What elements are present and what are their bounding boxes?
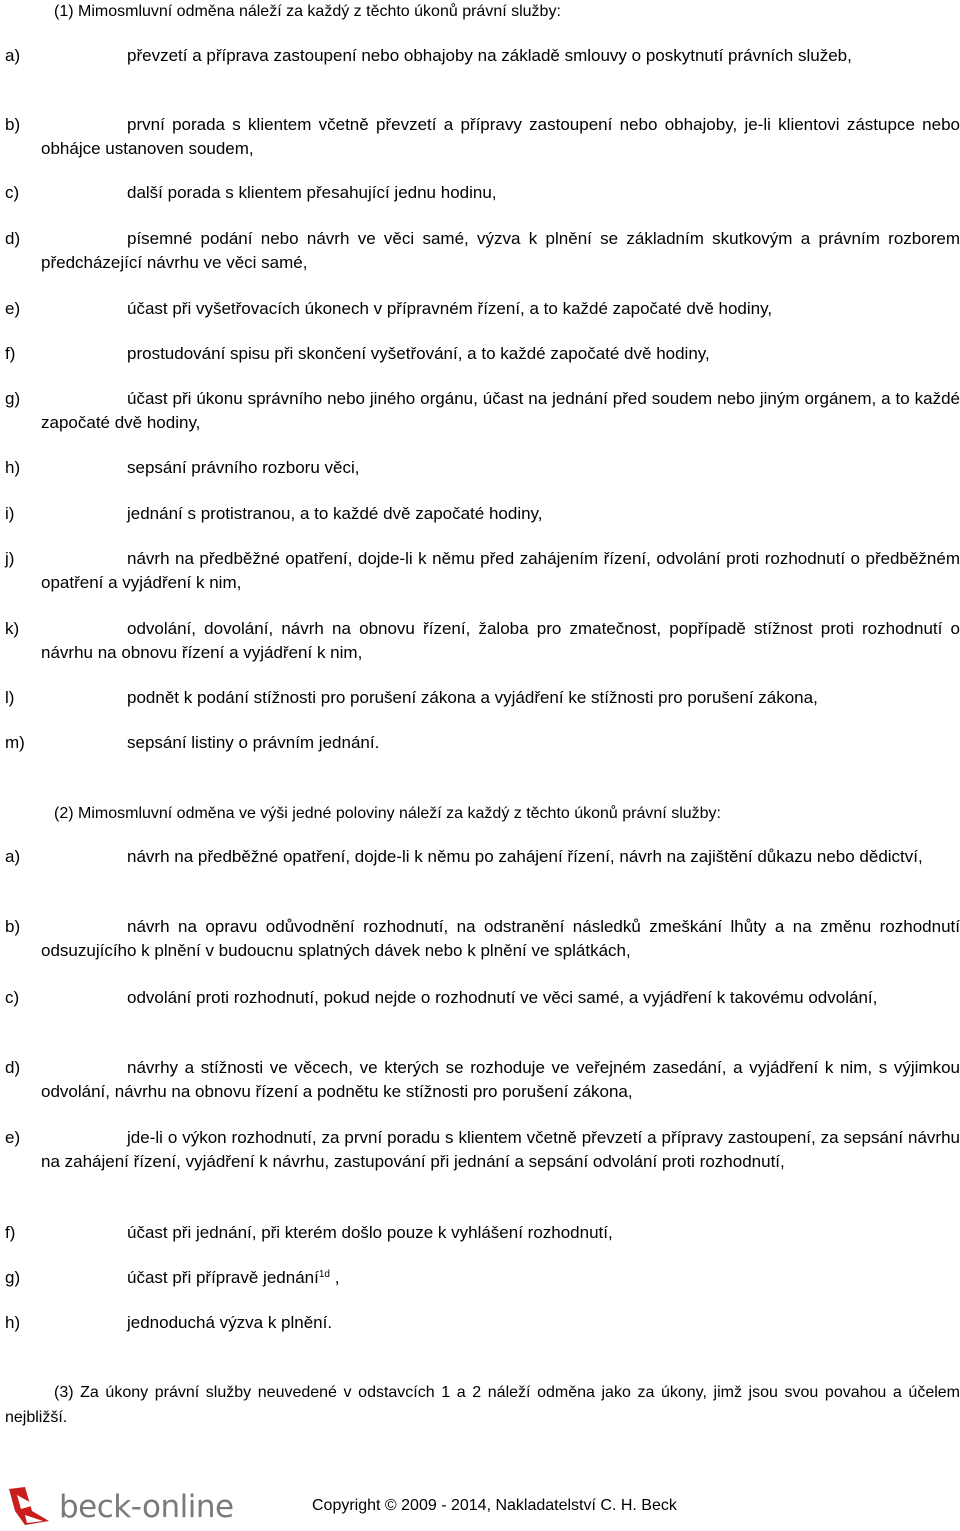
item-label: b)	[5, 917, 21, 936]
item-label: g)	[5, 1268, 21, 1287]
item-text: jednání s protistranou, a to každé dvě započaté hodiny,	[127, 504, 543, 523]
list-item	[5, 342, 960, 366]
logo-text: beck-online	[59, 1489, 234, 1525]
list-item	[5, 986, 960, 1010]
item-text-suffix: ,	[329, 1268, 340, 1287]
item-label: a)	[5, 847, 21, 866]
list-item	[5, 181, 960, 205]
item-label: d)	[5, 1058, 21, 1077]
item-text: návrh na opravu odůvodnění rozhodnutí, na odstranění následků zmeškání lhůty a na změnu rozhodnutí odsuzujícího k plnění v budoucnu splatných dávek nebo k plnění ve splátkách,	[41, 917, 960, 961]
list-item	[5, 1266, 960, 1290]
item-label: h)	[5, 458, 21, 477]
list-item	[5, 731, 960, 755]
item-label: f)	[5, 1223, 16, 1242]
item-text: účast při úkonu správního nebo jiného orgánu, účast na jednání před soudem nebo jiným orgánem, a to každé započaté dvě hodiny,	[41, 389, 960, 433]
list-item	[5, 547, 960, 596]
item-label: f)	[5, 344, 16, 363]
item-text: návrh na předběžné opatření, dojde-li k němu po zahájení řízení, návrh na zajištění důkazu nebo dědictví,	[127, 847, 923, 866]
item-label: l)	[5, 688, 15, 707]
item-text: návrh na předběžné opatření, dojde-li k němu před zahájením řízení, odvolání proti rozhodnutí o předběžném opatření a vyjádření k nim,	[41, 549, 960, 593]
item-text: odvolání, dovolání, návrh na obnovu řízení, žaloba pro zmatečnost, popřípadě stížnost proti rozhodnutí o návrhu na obnovu řízení a vyjádření k nim,	[41, 619, 960, 663]
paragraph-3: (3) Za úkony právní služby neuvedené v odstavcích 1 a 2 náleží odměna jako za úkony, jimž jsou svou povahou a účelem nejbližší.	[5, 1384, 960, 1426]
footnote-ref[interactable]: 1d	[318, 1269, 330, 1280]
beck-online-logo	[5, 1485, 234, 1529]
list-item	[5, 297, 960, 321]
list-item	[5, 686, 960, 710]
item-text: převzetí a příprava zastoupení nebo obhajoby na základě smlouvy o poskytnutí právních služeb,	[127, 46, 852, 65]
list-item	[5, 502, 960, 526]
list-item	[5, 1311, 960, 1335]
item-label: j)	[5, 549, 15, 568]
item-label: h)	[5, 1313, 21, 1332]
list-item	[5, 1056, 960, 1105]
item-text: další porada s klientem přesahující jednu hodinu,	[127, 183, 497, 202]
item-text: účast při jednání, při kterém došlo pouze k vyhlášení rozhodnutí,	[127, 1223, 613, 1242]
item-label: d)	[5, 229, 21, 248]
item-text: účast při vyšetřovacích úkonech v přípravném řízení, a to každé započaté dvě hodiny,	[127, 299, 773, 318]
item-label: c)	[5, 988, 20, 1007]
item-text: návrhy a stížnosti ve věcech, ve kterých se rozhoduje ve veřejném zasedání, a vyjádření k nim, s výjimkou odvolání, návrhu na obnovu řízení a podnětu ke stížnosti pro porušení zákona,	[41, 1058, 960, 1102]
item-label: m)	[5, 733, 25, 752]
item-text: prostudování spisu při skončení vyšetřování, a to každé započaté dvě hodiny,	[127, 344, 710, 363]
list-item	[5, 456, 960, 480]
item-label: e)	[5, 299, 21, 318]
list-item	[5, 1221, 960, 1245]
copyright-text: Copyright © 2009 - 2014, Nakladatelství C. H. Beck	[312, 1497, 677, 1514]
item-label: a)	[5, 46, 21, 65]
item-label: b)	[5, 115, 21, 134]
item-text	[5, 1266, 960, 1290]
list-item	[5, 387, 960, 436]
list-item	[5, 845, 960, 869]
item-text: odvolání proti rozhodnutí, pokud nejde o rozhodnutí ve věci samé, a vyjádření k takovému odvolání,	[127, 988, 878, 1007]
list-item	[5, 227, 960, 276]
item-label: g)	[5, 389, 21, 408]
item-text: sepsání právního rozboru věci,	[127, 458, 360, 477]
item-text: jednoduchá výzva k plnění.	[127, 1313, 333, 1332]
item-text: sepsání listiny o právním jednání.	[127, 733, 380, 752]
list-item	[5, 44, 960, 68]
item-label: k)	[5, 619, 20, 638]
paragraph-1-heading: (1) Mimosmluvní odměna náleží za každý z těchto úkonů právní služby:	[54, 3, 561, 20]
item-text: písemné podání nebo návrh ve věci samé, výzva k plnění se základním skutkovým a právním rozborem předcházející návrhu ve věci samé,	[41, 229, 960, 273]
item-label: c)	[5, 183, 20, 202]
item-text-main: účast při přípravě jednání	[127, 1268, 319, 1287]
beck-logo-icon	[5, 1485, 51, 1529]
item-text: podnět k podání stížnosti pro porušení zákona a vyjádření ke stížnosti pro porušení zákona,	[127, 688, 818, 707]
list-item	[5, 113, 960, 162]
list-item	[5, 617, 960, 666]
list-item	[5, 915, 960, 964]
item-text: jde-li o výkon rozhodnutí, za první poradu s klientem včetně převzetí a přípravy zastoupení, za sepsání návrhu na zahájení řízení, vyjádření k návrhu, zastupování při jednání a sepsání odvolání proti rozhodnutí,	[41, 1128, 960, 1172]
item-label: i)	[5, 504, 15, 523]
paragraph-2-heading: (2) Mimosmluvní odměna ve výši jedné poloviny náleží za každý z těchto úkonů právní služby:	[54, 805, 721, 822]
item-text: první porada s klientem včetně převzetí a přípravy zastoupení nebo obhajoby, je-li klientovi zástupce nebo obhájce ustanoven soudem,	[41, 115, 960, 159]
list-item	[5, 1126, 960, 1175]
item-label: e)	[5, 1128, 21, 1147]
